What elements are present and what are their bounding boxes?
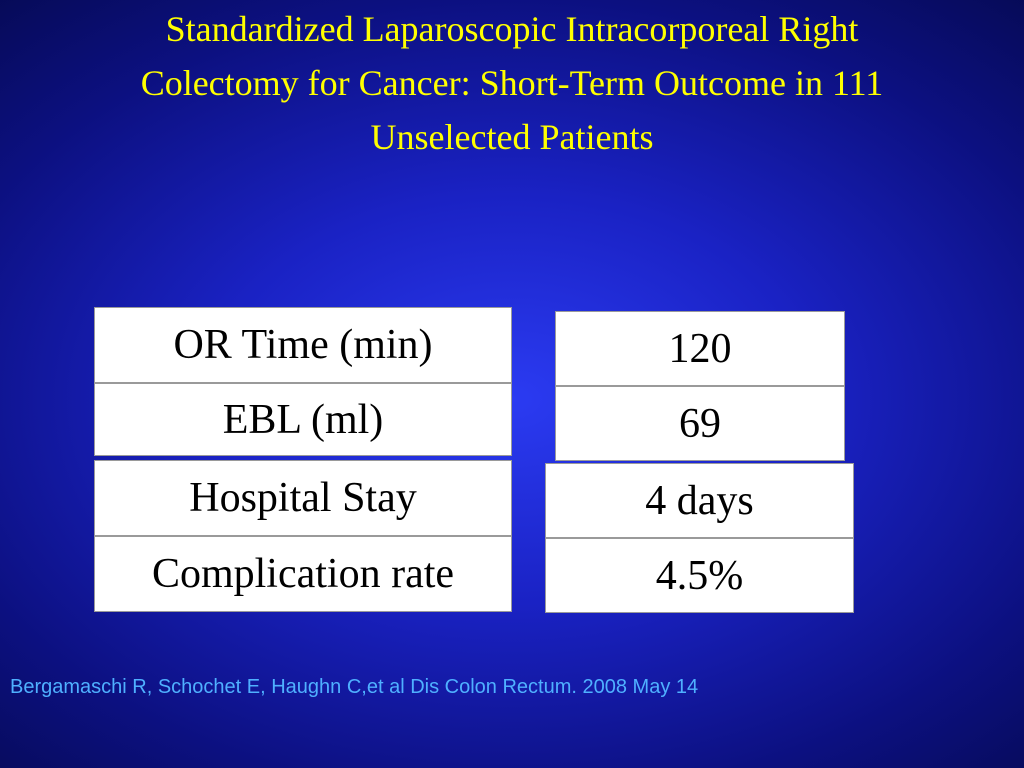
label-cell-ebl: EBL (ml) <box>94 383 512 456</box>
value-cell-ebl: 69 <box>555 386 845 461</box>
value-cell-hospital-stay: 4 days <box>545 463 854 538</box>
title-line-2: Colectomy for Cancer: Short-Term Outcome in 111 <box>140 63 884 103</box>
title-line-1: Standardized Laparoscopic Intracorporeal Right <box>165 9 859 49</box>
citation-text: Bergamaschi R, Schochet E, Haughn C,et al Dis Colon Rectum. 2008 May 14 <box>10 676 699 698</box>
label-cell-or-time: OR Time (min) <box>94 307 512 383</box>
value-cell-complication-rate: 4.5% <box>545 538 854 613</box>
title-line-3: Unselected Patients <box>370 117 654 157</box>
label-cell-complication-rate: Complication rate <box>94 536 512 612</box>
label-cell-hospital-stay: Hospital Stay <box>94 460 512 536</box>
value-cell-or-time: 120 <box>555 311 845 386</box>
slide-title <box>0 2 1024 164</box>
